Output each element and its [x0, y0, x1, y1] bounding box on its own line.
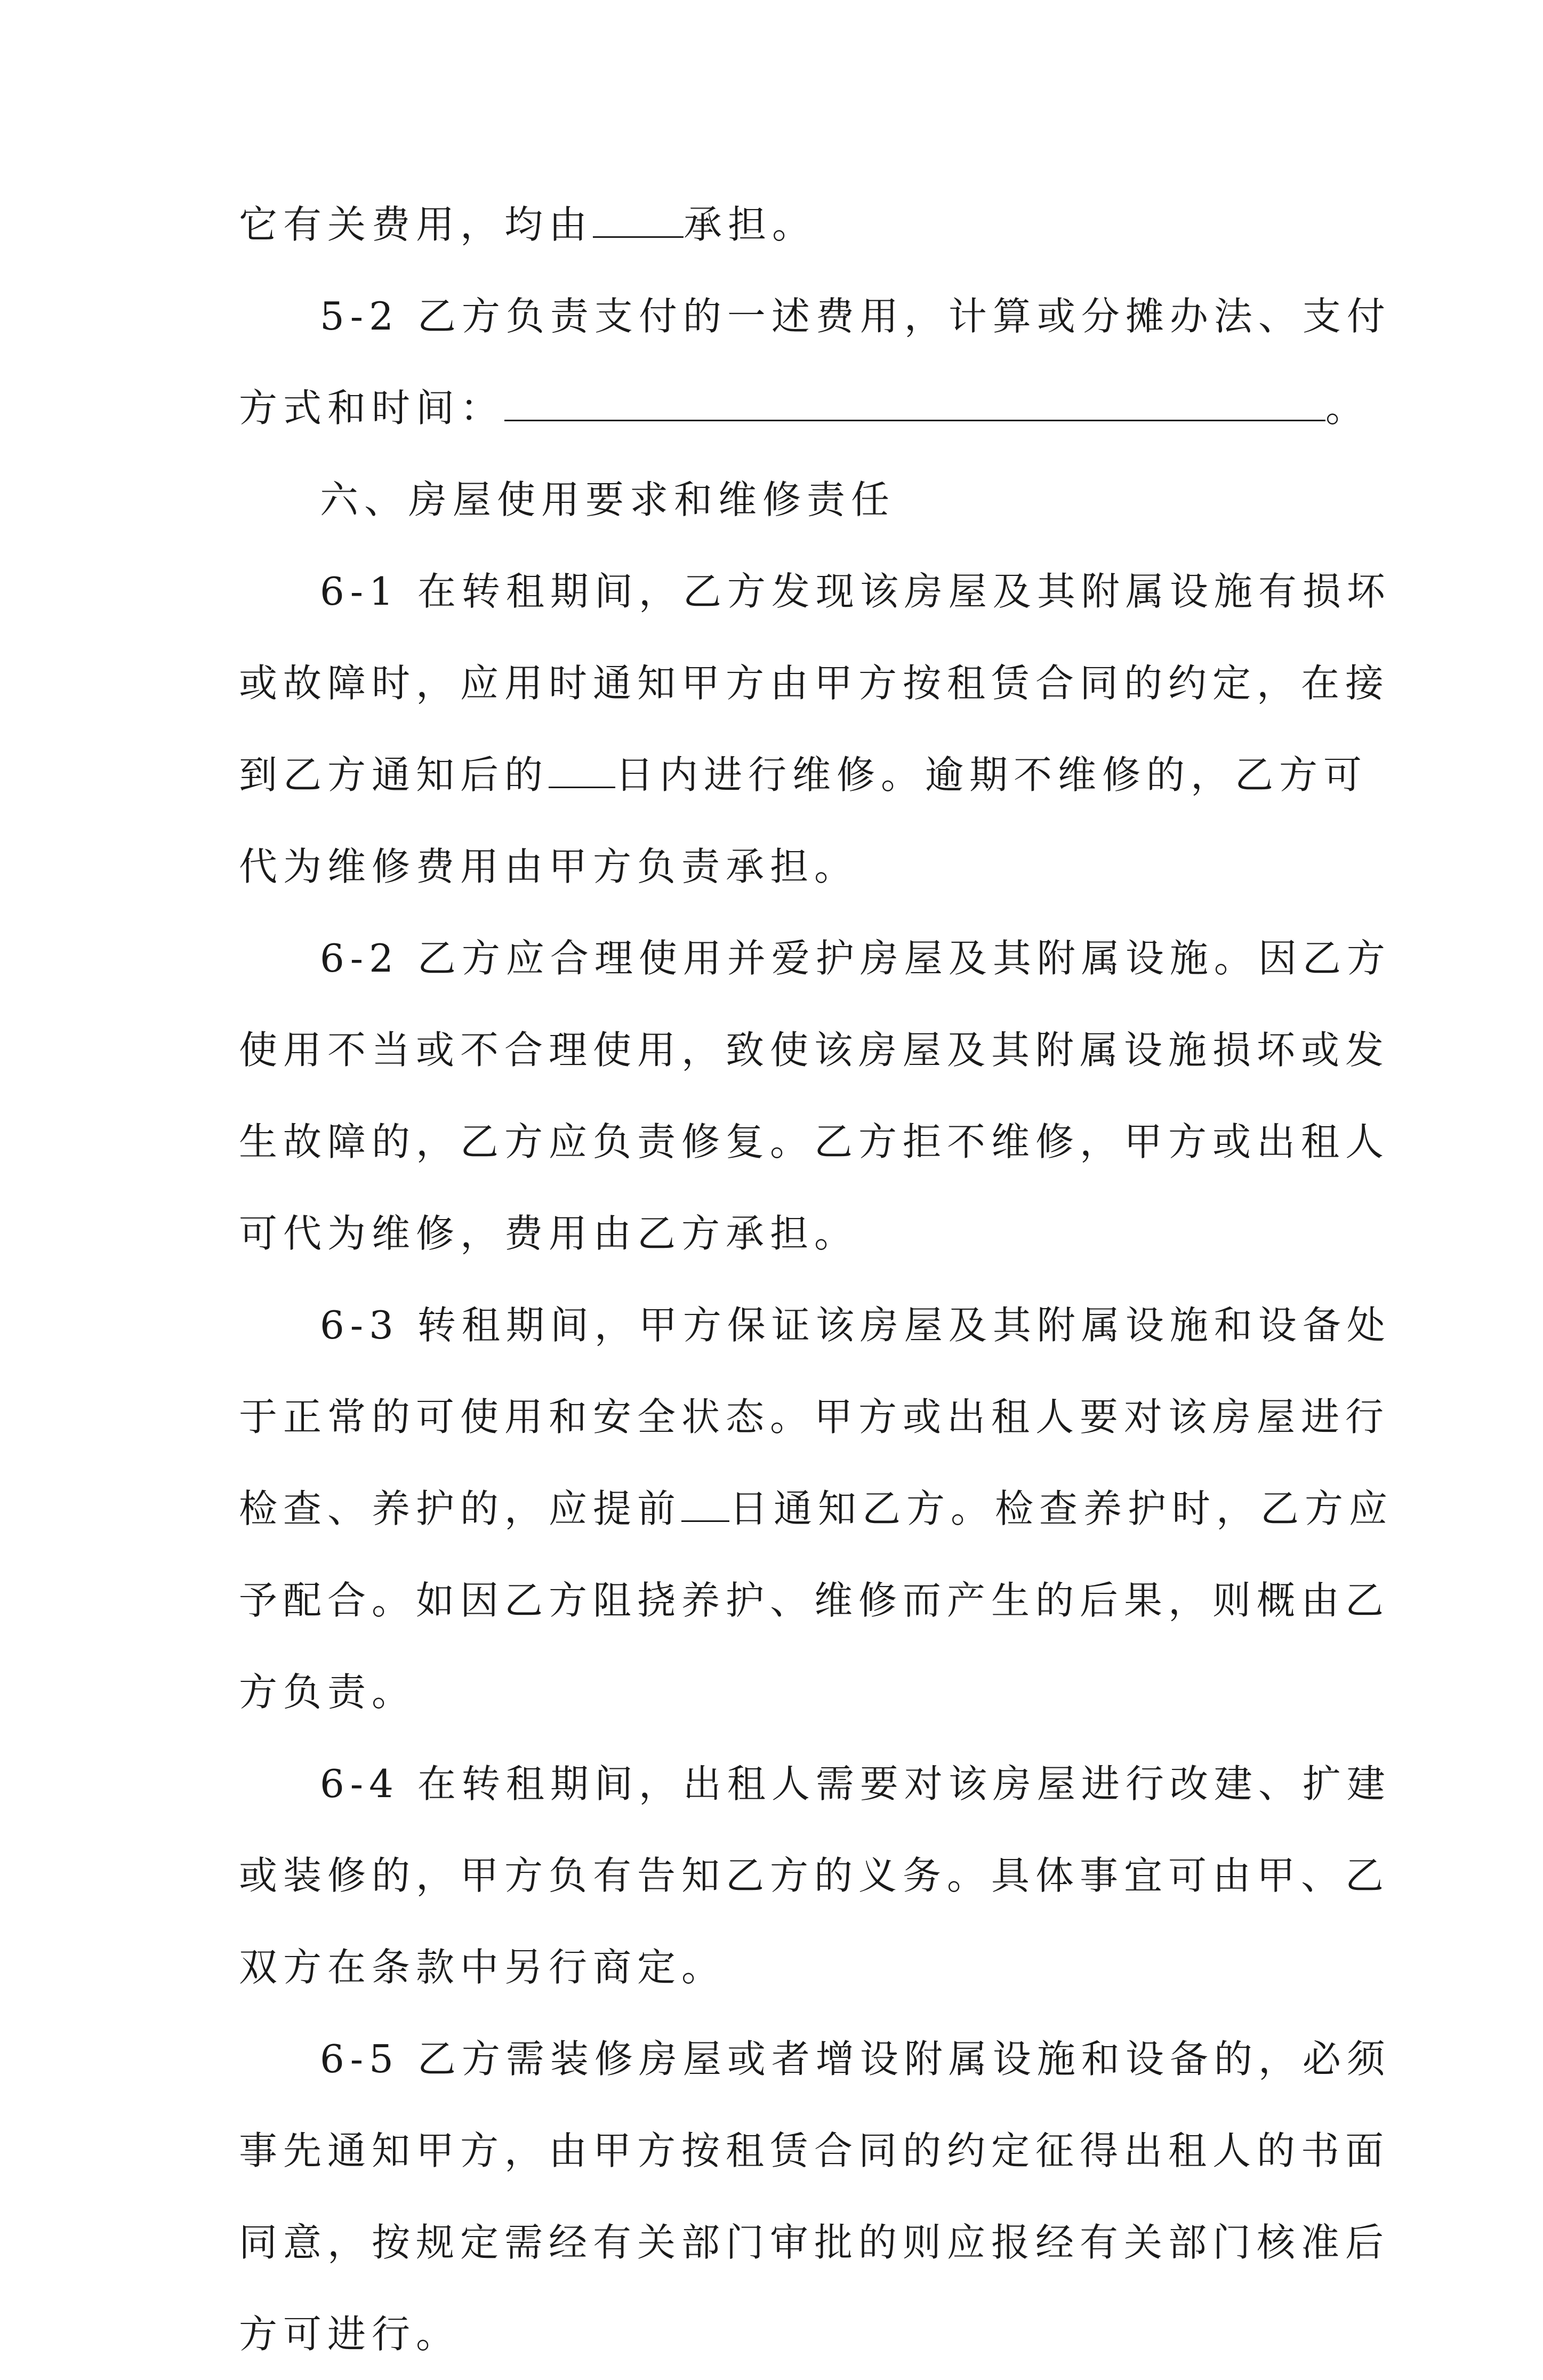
text-line: 方可进行。 [239, 2312, 461, 2357]
text-line [239, 362, 1370, 454]
clause-6-4: 6-4 在转租期间，出租人需要对该房屋进行改建、扩建 [320, 1761, 1391, 1806]
text-segment: 到乙方通知后的 [239, 752, 549, 797]
text-line: 方负责。 [239, 1670, 416, 1714]
clause-6-3: 6-3 转租期间，甲方保证该房屋及其附属设施和设备处 [320, 1303, 1391, 1348]
text-line: 使用不当或不合理使用，致使该房屋及其附属设施损坏或发 [239, 1028, 1390, 1072]
text-segment: 方式和时间： [239, 386, 505, 430]
text-line: 生故障的，乙方应负责修复。乙方拒不维修，甲方或出租人 [239, 1119, 1390, 1164]
text-line [239, 729, 1368, 821]
text-segment: 它有关费用，均由 [239, 202, 593, 247]
clause-6-2: 6-2 乙方应合理使用并爱护房屋及其附属设施。因乙方 [320, 936, 1391, 981]
section-heading: 六、房屋使用要求和维修责任 [320, 477, 896, 522]
document-page [239, 179, 1394, 2380]
text-line: 或装修的，甲方负有告知乙方的义务。具体事宜可由甲、乙 [239, 1853, 1390, 1898]
text-line [239, 179, 1327, 270]
blank-field [681, 1488, 729, 1522]
text-line: 双方在条款中另行商定。 [239, 1945, 726, 1990]
text-segment: 日内进行维修。逾期不维修的，乙方可 [615, 752, 1368, 797]
text-line: 代为维修费用由甲方负责承担。 [239, 844, 859, 889]
text-segment: 日通知乙方。检查养护时，乙方应 [729, 1486, 1394, 1531]
text-line: 事先通知甲方，由甲方按租赁合同的约定征得出租人的书面 [239, 2128, 1390, 2173]
blank-field [549, 755, 615, 788]
text-segment: 。 [1325, 386, 1370, 430]
clause-5-2: 5-2 乙方负责支付的一述费用，计算或分摊办法、支付 [320, 294, 1391, 339]
text-segment: 检查、养护的，应提前 [239, 1486, 682, 1531]
text-line: 同意，按规定需经有关部门审批的则应报经有关部门核准后 [239, 2220, 1390, 2265]
blank-field [593, 204, 684, 238]
clause-6-1: 6-1 在转租期间，乙方发现该房屋及其附属设施有损坏 [320, 569, 1391, 614]
text-line: 予配合。如因乙方阻挠养护、维修而产生的后果，则概由乙 [239, 1578, 1390, 1623]
text-segment: 承担。 [684, 202, 817, 247]
text-line: 或故障时，应用时通知甲方由甲方按租赁合同的约定，在接 [239, 661, 1390, 706]
text-line: 于正常的可使用和安全状态。甲方或出租人要对该房屋进行 [239, 1395, 1390, 1439]
clause-6-5: 6-5 乙方需装修房屋或者增设附属设施和设备的，必须 [320, 2037, 1391, 2081]
text-line: 可代为维修，费用由乙方承担。 [239, 1211, 859, 1256]
text-line [239, 1463, 1394, 1554]
blank-field [504, 388, 1325, 421]
